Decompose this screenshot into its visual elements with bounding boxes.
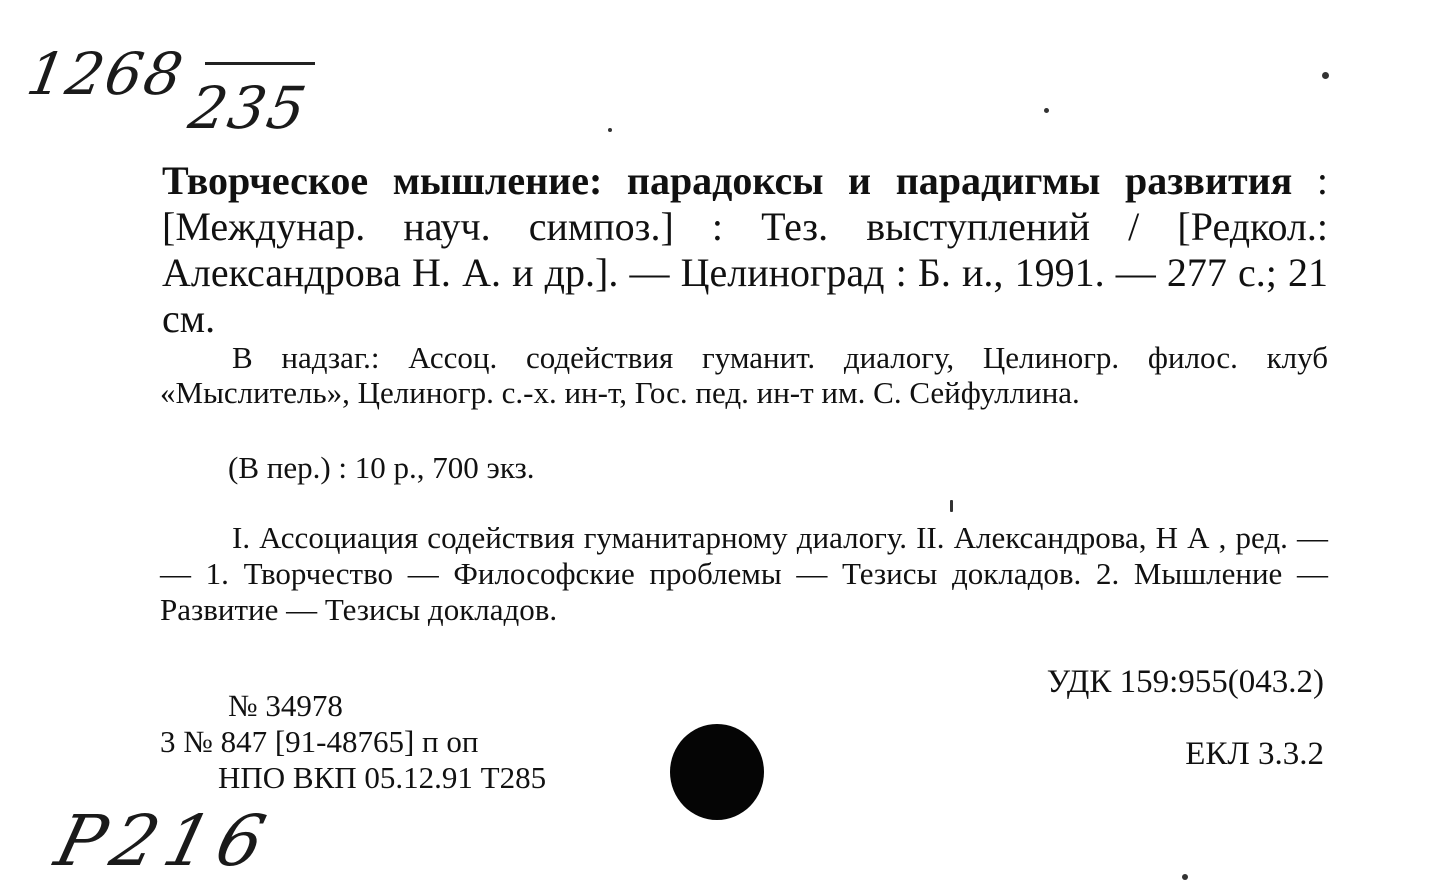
card-numbers	[160, 688, 546, 796]
udk-code: УДК 159:955(043.2)	[1046, 664, 1324, 700]
ekl-code: ЕКЛ 3.3.2	[1185, 736, 1324, 772]
header-note: В надзаг.: Ассоц. содействия гуманит. диалогу, Целиногр. филос. клуб «Мыслитель», Целиногр. с.-х. ин-т, Гос. пед. ин-т им. С. Сейфуллина.	[160, 340, 1328, 410]
speck	[1044, 108, 1049, 113]
handwritten-shelf-mark: P216	[47, 800, 281, 882]
bibliographic-description	[162, 158, 1328, 342]
card-number: № 34978	[228, 688, 343, 723]
book-title: Творческое мышление: парадоксы и парадигмы развития	[162, 158, 1293, 203]
tracings	[160, 520, 1328, 628]
printer-info: НПО ВКП 05.12.91 Т285	[218, 760, 547, 795]
speck	[608, 128, 612, 132]
notes	[160, 340, 1328, 410]
handwritten-inventory-subnumber: 235	[184, 74, 313, 142]
price-note: (В пер.) : 10 р., 700 экз.	[228, 450, 535, 485]
handwritten-inventory-number: 1268	[22, 40, 190, 108]
speck	[1322, 72, 1329, 79]
tracings-text: I. Ассоциация содействия гуманитарному диалогу. II. Александрова, Н А , ред. — — 1. Творчество — Философские проблемы — Тезисы докладов. 2. Мышление — Развитие — Тезисы докладов.	[160, 520, 1328, 627]
inventory-fraction-line	[205, 62, 315, 65]
book-imprint: : [Междунар. науч. симпоз.] : Тез. выступлений / [Редкол.: Александрова Н. А. и др.]. — Целиноград : Б. и., 1991. — 277 с.; 21 см.	[162, 158, 1328, 341]
punch-hole	[670, 724, 764, 820]
order-number: 3 № 847 [91-48765] п оп	[160, 724, 479, 759]
speck	[950, 500, 953, 512]
speck	[1182, 874, 1188, 880]
